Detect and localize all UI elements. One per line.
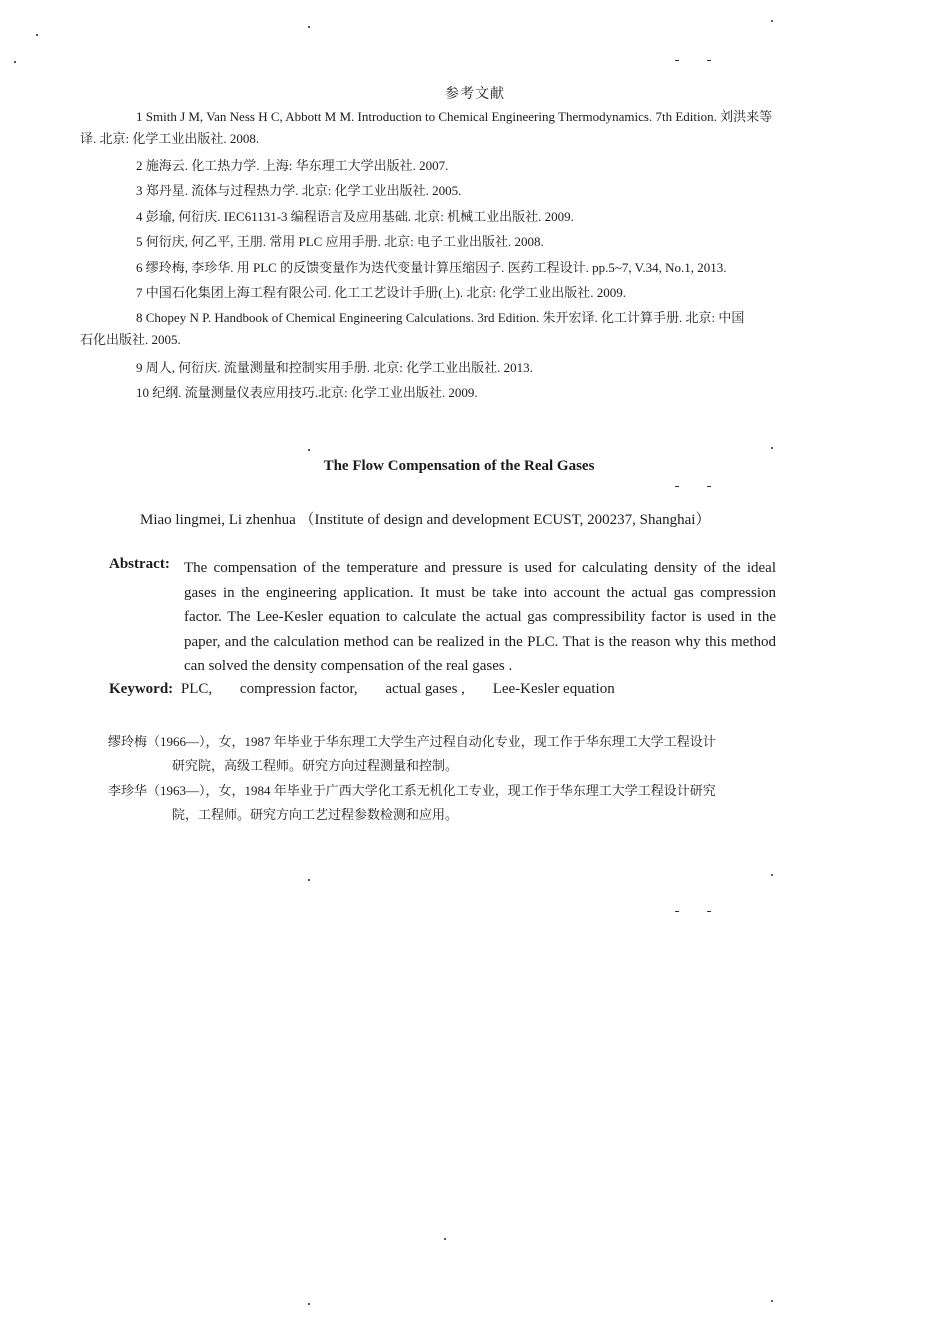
scan-speck: [771, 874, 773, 876]
scan-speck: [675, 60, 679, 61]
reference-item: [136, 357, 533, 379]
reference-line: 6 缪玲梅, 李珍华. 用 PLC 的反馈变量作为迭代变量计算压缩因子. 医药工程设计. pp.5~7, V.34, No.1, 2013.: [136, 260, 727, 275]
abstract-label: Abstract:: [109, 556, 170, 572]
reference-item: [136, 155, 448, 177]
references-heading: 参考文献: [445, 87, 505, 102]
keyword-row: [109, 681, 635, 698]
keyword: PLC,: [180, 681, 213, 697]
scan-speck: [771, 447, 773, 449]
reference-item: [136, 206, 574, 228]
keyword: compression factor,: [239, 681, 358, 697]
reference-continuation: 译. 北京: 化学工业出版社. 2008.: [80, 131, 260, 146]
reference-line: 3 郑丹星. 流体与过程热力学. 北京: 化学工业出版社. 2005.: [136, 183, 462, 198]
reference-line: 2 施海云. 化工热力学. 上海: 华东理工大学出版社. 2007.: [136, 158, 449, 173]
scan-speck: [308, 26, 310, 28]
scan-speck: [14, 61, 16, 63]
scan-speck: [675, 911, 679, 912]
scan-speck: [444, 1238, 446, 1240]
scan-speck: [707, 911, 711, 912]
reference-line: 4 彭瑜, 何衍庆. IEC61131-3 编程语言及应用基础. 北京: 机械工业出版社. 2009.: [136, 209, 574, 224]
reference-line: 7 中国石化集团上海工程有限公司. 化工工艺设计手册(上). 北京: 化学工业出版社. 2009.: [136, 285, 627, 300]
reference-item: [136, 382, 478, 404]
reference-line: 8 Chopey N P. Handbook of Chemical Engineering Calculations. 3rd Edition. 朱开宏译. 化工计算手册. 北京: 中国: [136, 310, 745, 325]
author-affiliation: Miao lingmei, Li zhenhua （Institute of design and development ECUST, 200237, Shanghai）: [140, 512, 711, 528]
author-bio-line: 李珍华（1963—），女，1984 年毕业于广西大学化工系无机化工专业，现工作于华东理工大学工程设计研究: [108, 783, 716, 798]
author-bio-continuation: 研究院，高级工程师。研究方向过程测量和控制。: [172, 758, 459, 773]
keyword-label: Keyword:: [109, 681, 174, 697]
scan-speck: [308, 449, 310, 451]
scan-speck: [308, 1303, 310, 1305]
scan-speck: [707, 486, 711, 487]
reference-item: [136, 282, 626, 304]
reference-item: [80, 307, 745, 351]
reference-continuation: 石化出版社. 2005.: [80, 332, 181, 347]
reference-item: [136, 257, 727, 279]
author-bio: [108, 730, 778, 778]
scan-speck: [771, 20, 773, 22]
scan-speck: [707, 60, 711, 61]
abstract-text: The compensation of the temperature and pressure is used for calculating density of the ideal gases in the engineering application. It must be take into account the actual gas compression factor. The Lee-Kesler equation to calculate the actual gas compressibility factor is used in the paper, and the calculation method can be realized in the PLC. That is the reason why this method can solved the density compensation of the real gases .: [184, 560, 776, 674]
author-bio-line: 缪玲梅（1966—），女，1987 年毕业于华东理工大学生产过程自动化专业，现工作于华东理工大学工程设计: [108, 734, 716, 749]
keyword: actual gases ,: [385, 681, 465, 697]
scan-speck: [771, 1300, 773, 1302]
reference-item: [136, 231, 544, 253]
scan-speck: [36, 34, 38, 36]
keyword: Lee-Kesler equation: [492, 681, 615, 697]
reference-item: [80, 106, 773, 150]
paper-title: The Flow Compensation of the Real Gases: [323, 458, 595, 474]
reference-line: 9 周人, 何衍庆. 流量测量和控制实用手册. 北京: 化学工业出版社. 2013.: [136, 360, 533, 375]
reference-line: 5 何衍庆, 何乙平, 王朋. 常用 PLC 应用手册. 北京: 电子工业出版社. 2008.: [136, 234, 544, 249]
reference-line: 10 纪纲. 流量测量仪表应用技巧.北京: 化学工业出版社. 2009.: [136, 385, 478, 400]
reference-line: 1 Smith J M, Van Ness H C, Abbott M M. Introduction to Chemical Engineering Thermodynamics. 7th Edition. 刘洪来等: [136, 109, 773, 124]
author-bio: [108, 779, 778, 827]
author-bio-continuation: 院，工程师。研究方向工艺过程参数检测和应用。: [172, 807, 459, 822]
scan-speck: [675, 486, 679, 487]
reference-item: [136, 180, 461, 202]
scan-speck: [308, 879, 310, 881]
